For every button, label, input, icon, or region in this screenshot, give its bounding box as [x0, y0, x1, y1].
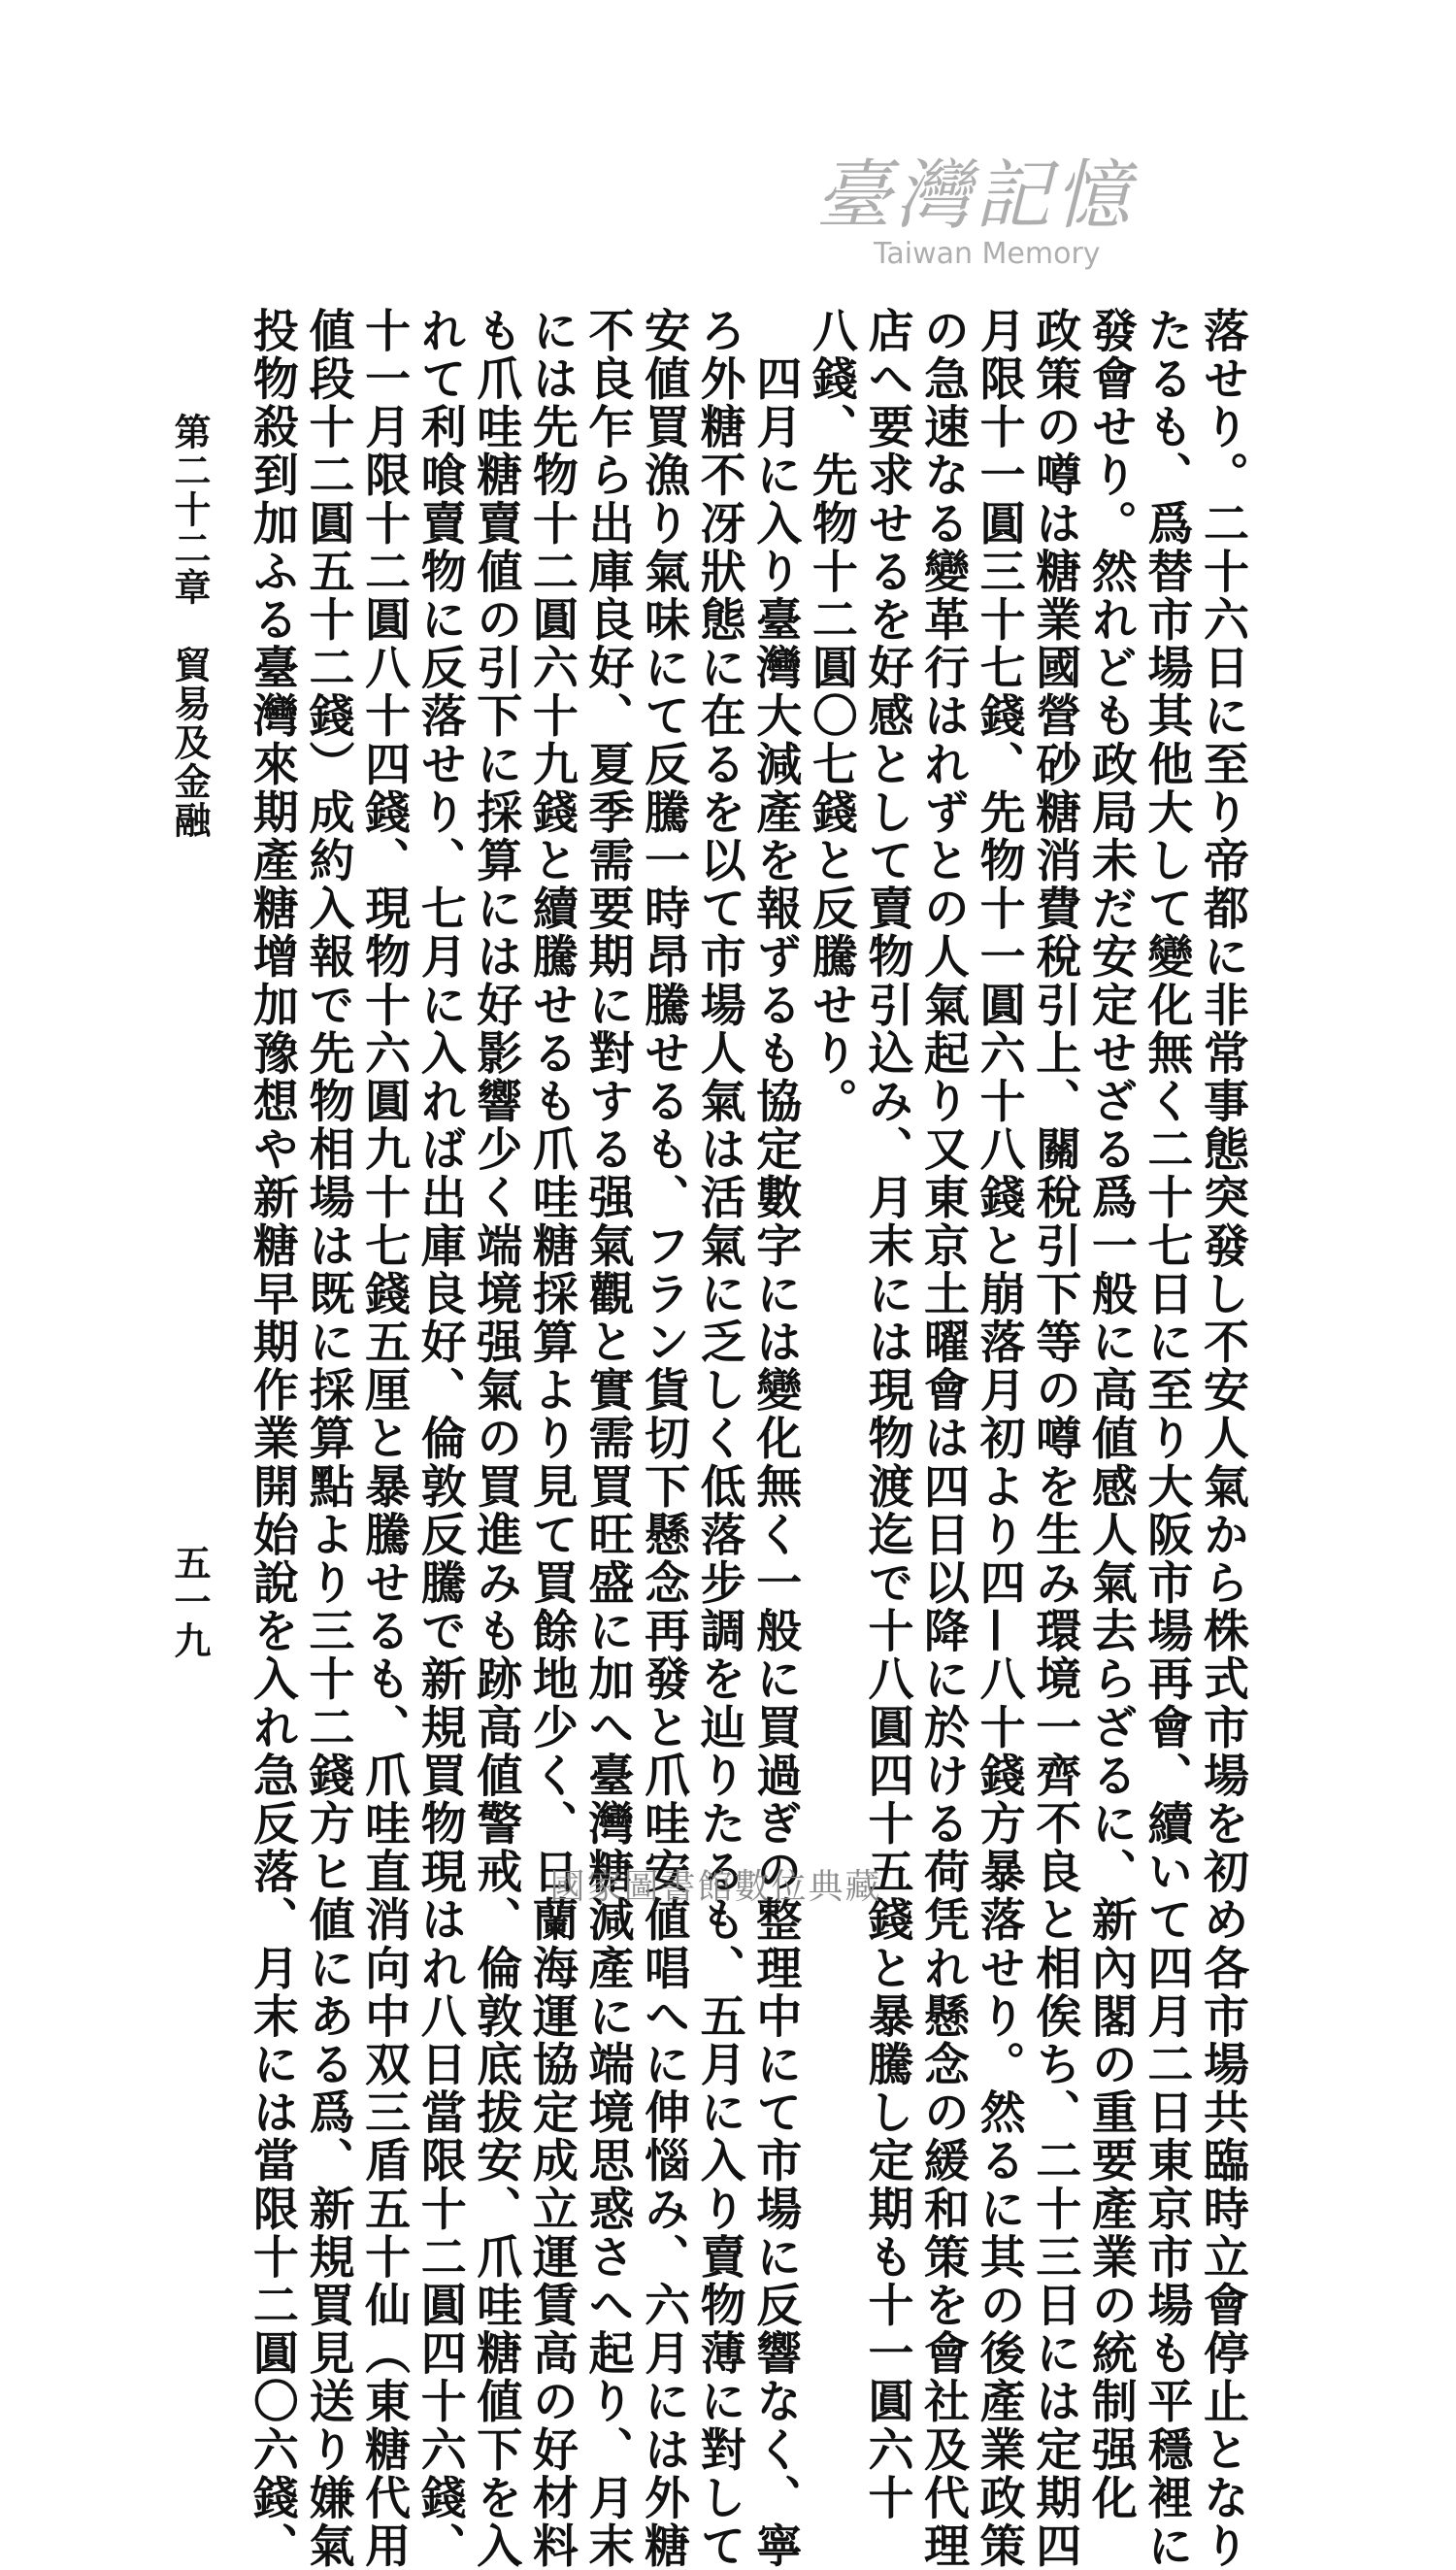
text-column: 八錢、先物十二圓〇七錢と反騰せり。	[804, 307, 858, 1126]
text-column: たるも、爲替市場其他大して變化無く二十七日に至り大阪市場再會、續いて四月二日東京市場も平穩裡に	[1140, 307, 1194, 2570]
text-column: も爪哇糖賣値の引下に採算には好影響少く端境强氣の買進みも跡高値警戒、倫敦底拔安、爪哇糖値下を入	[469, 307, 523, 2570]
text-column: 投物殺到加ふる臺灣來期產糖增加豫想や新糖早期作業開始說を入れ急反落、月末には當限十二圓〇六錢、	[245, 307, 299, 2570]
watermark-title: 臺灣記憶	[815, 152, 1135, 240]
text-column: 十一月限十二圓八十四錢、現物十六圓九十七錢五厘と暴騰せるも、爪哇直消向中双三盾五十仙（東糖代用	[357, 307, 412, 2570]
text-column: 店へ要求せるを好感として賣物引込み、月末には現物渡迄で十八圓四十五錢と暴騰し定期も十一圓六十	[860, 307, 914, 2522]
text-column: 落せり。二十六日に至り帝都に非常事態突發し不安人氣から株式市場を初め各市場共臨時立會停止となり	[1196, 307, 1249, 2570]
text-column: 不良乍ら出庫良好、夏季需要期に對する强氣觀と實需買旺盛に加へ臺灣糖減產に端境思惑さへ起り、月末	[580, 307, 635, 2570]
text-column: 値段十二圓五十二錢）成約入報で先物相場は既に採算點より三十二錢方ヒ値にある爲、新規買見送り嫌氣	[301, 307, 355, 2570]
footer-credit: 國家圖書館數位典藏	[549, 1867, 882, 1907]
text-column: 四月に入り臺灣大減產を報ずるも協定數字には變化無く一般に買過ぎの整理中にて市場に反響なく、寧	[748, 307, 803, 2570]
watermark-subtitle: Taiwan Memory	[874, 237, 1101, 271]
text-column: れて利喰賣物に反落せり、七月に入れば出庫良好、倫敦反騰で新規買物現はれ八日當限十二圓四十六錢、	[413, 307, 467, 2570]
text-column: 安値買漁り氣味にて反騰一時昂騰せるも、フラン貨切下懸念再發と爪哇安値唱へに伸惱み、六月には外糖	[637, 307, 691, 2570]
page-number: 五一九	[168, 1544, 212, 1660]
text-column: には先物十二圓六十九錢と續騰せるも爪哇糖採算より見て買餘地少く、日蘭海運協定成立運賃高の好材料	[524, 307, 579, 2570]
text-column: 發會せり。然れども政局未だ安定せざる爲一般に高値感人氣去らざるに、新內閣の重要產業の統制强化	[1083, 307, 1138, 2522]
text-column: 政策の噂は糖業國營砂糖消費稅引上、關稅引下等の噂を生み環境一齊不良と相俟ち、二十三日には定期四	[1028, 307, 1082, 2570]
text-column: 月限十一圓三十七錢、先物十一圓六十八錢と崩落月初より四—八十錢方暴落せり。然るに其の後產業政策	[972, 307, 1026, 2570]
text-column: の急速なる變革行はれずとの人氣起り又東京土曜會は四日以降に於ける荷凭れ懸念の緩和策を會社及代理	[916, 307, 971, 2570]
watermark-logo	[815, 152, 1165, 272]
text-column: ろ外糖不冴狀態に在るを以て市場人氣は活氣に乏しく低落步調を辿りたるも、五月に入り賣物薄に對して	[692, 307, 746, 2570]
chapter-title: 第二十二章 貿易及金融	[168, 413, 212, 840]
